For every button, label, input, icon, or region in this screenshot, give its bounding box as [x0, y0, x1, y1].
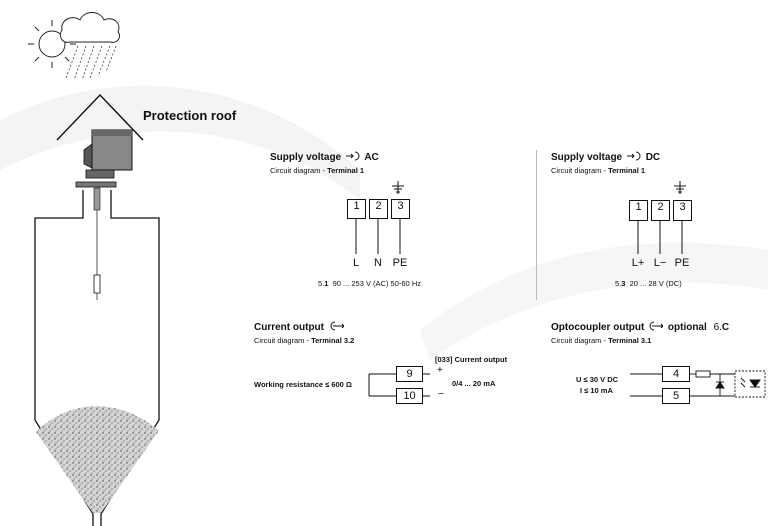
opto-current: I ≤ 10 mA [580, 386, 613, 395]
dc-terminal-2: 2 [651, 200, 670, 221]
ac-title-suffix: AC [364, 152, 379, 163]
dc-pin-lminus: L− [653, 257, 667, 269]
current-range: 0/4 ... 20 mA [452, 379, 496, 388]
roof-label: Protection roof [143, 108, 237, 123]
ac-title-text: Supply voltage [270, 152, 342, 163]
opto-terminal-5: 5 [662, 388, 690, 404]
dc-spec-bold: 3 [621, 279, 626, 288]
dc-spec-num: 5. [615, 279, 622, 288]
current-plus: + [437, 365, 443, 376]
ac-subtitle-terminal: Terminal 1 [327, 166, 365, 175]
dc-subtitle-text: Circuit diagram - [551, 166, 609, 175]
dc-title-suffix: DC [645, 152, 661, 163]
ac-spec-text: 90 ... 253 V (AC) 50-60 Hz [332, 279, 421, 288]
opto-opt-bold: C [721, 322, 730, 333]
opto-optional: optional [667, 322, 707, 333]
opto-terminal-4: 4 [662, 366, 690, 382]
ac-pin-l: L [352, 257, 360, 269]
current-terminal-10: 10 [396, 388, 423, 404]
dc-terminal-3: 3 [673, 200, 692, 221]
working-resistance: Working resistance ≤ 600 Ω [254, 380, 352, 389]
opto-opt-num: 6. [713, 322, 722, 333]
opto-subtitle-terminal: Terminal 3.1 [608, 336, 652, 345]
opto-voltage: U ≤ 30 V DC [576, 375, 619, 384]
ac-terminal-1: 1 [347, 199, 366, 219]
ac-spec-bold: 1 [324, 279, 329, 288]
current-code: [033] Current output [435, 355, 508, 364]
ac-terminal-3: 3 [391, 199, 410, 219]
dc-pin-lplus: L+ [631, 257, 645, 269]
dc-title-text: Supply voltage [551, 152, 623, 163]
ac-pin-n: N [374, 257, 382, 269]
dc-spec-text: 20 ... 28 V (DC) [629, 279, 682, 288]
current-terminal-9: 9 [396, 366, 423, 382]
opto-title-text: Optocoupler output [551, 322, 645, 333]
ac-spec-num: 5. [318, 279, 325, 288]
ac-subtitle-text: Circuit diagram - [270, 166, 328, 175]
current-minus: − [438, 389, 444, 400]
ac-terminal-2: 2 [369, 199, 388, 219]
current-subtitle-terminal: Terminal 3.2 [311, 336, 355, 345]
dc-terminal-1: 1 [629, 200, 648, 221]
ac-pin-pe: PE [392, 257, 408, 269]
current-title-text: Current output [254, 322, 324, 333]
current-subtitle-text: Circuit diagram - [254, 336, 312, 345]
dc-subtitle-terminal: Terminal 1 [608, 166, 646, 175]
opto-subtitle-text: Circuit diagram - [551, 336, 609, 345]
dc-pin-pe: PE [674, 257, 690, 269]
